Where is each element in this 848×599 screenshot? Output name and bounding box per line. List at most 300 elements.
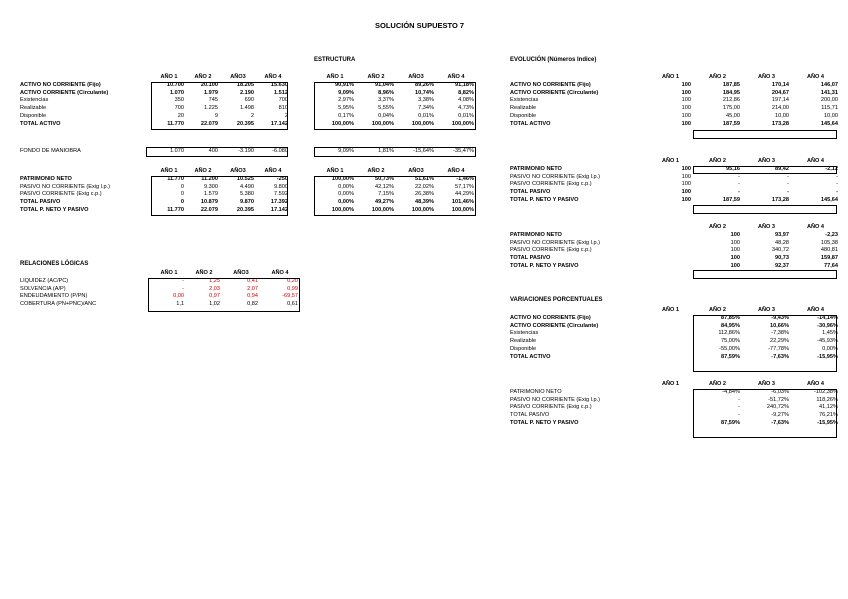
pasivo-percent-table <box>314 168 476 215</box>
year-header: AÑO 1 <box>326 168 344 174</box>
header-row <box>508 158 840 166</box>
evolucion-pasivo2-table <box>508 224 840 271</box>
cell-value: 0,97 <box>209 293 220 300</box>
year-header: AÑO 2 <box>367 168 385 174</box>
cell-value: 7,34% <box>418 105 434 112</box>
cell-value: 100 <box>681 120 691 127</box>
cell-value: 0,61 <box>287 301 298 308</box>
cell-value: 146,07 <box>820 81 838 88</box>
cell-value: -45,93% <box>817 338 838 345</box>
cell-value: -2,23 <box>825 231 838 238</box>
cell-value: 11.200 <box>201 175 218 182</box>
relaciones-table <box>18 270 300 309</box>
row-label: PASIVO CORRIENTE (Exig c.p.) <box>510 404 592 411</box>
cell-spacer <box>648 346 693 354</box>
table-row <box>18 176 290 184</box>
cell-value: 350 <box>174 97 184 104</box>
cell-value: 11.770 <box>167 175 184 182</box>
cell-value: 100 <box>681 97 691 104</box>
variaciones-title: VARIACIONES PORCENTUALES <box>510 297 603 303</box>
row-label: Existencias <box>510 97 539 104</box>
row-label: PASIVO CORRIENTE (Exig c.p.) <box>510 181 592 188</box>
header-spacer <box>508 224 648 232</box>
cell-spacer <box>648 404 693 412</box>
cell-value: -9,43% <box>771 314 789 321</box>
cell-value: 3,38% <box>418 97 434 104</box>
cell-value: 480,81 <box>820 247 838 254</box>
cell-value: 84,95% <box>721 322 740 329</box>
year-header: AÑO 4 <box>447 74 465 80</box>
cell-value: -77,78% <box>768 345 789 352</box>
row-label: LIQUIDEZ (AC/PC) <box>20 277 69 284</box>
year-header: AÑO 4 <box>806 158 825 164</box>
row-label: PASIVO NO CORRIENTE (Exig l.p.) <box>20 183 111 190</box>
year-header: AÑO 1 <box>661 307 680 313</box>
cell-value: 17.142 <box>270 120 288 127</box>
row-label: SOLVENCIA (A/P) <box>20 285 66 292</box>
cell-value: -6,03% <box>771 388 789 395</box>
table-row <box>314 184 476 192</box>
table-row <box>18 148 290 156</box>
cell-value: -1,46% <box>456 175 474 182</box>
cell-value: -7,38% <box>771 330 789 337</box>
cell-value: 10,66% <box>770 322 789 329</box>
cell-value: 100,00% <box>411 206 434 213</box>
cell-value: -3.190 <box>238 148 254 154</box>
cell-value: 87,85% <box>721 314 740 321</box>
table-row <box>314 105 476 113</box>
year-header: AÑO 3 <box>757 158 776 164</box>
cell-value: 100,00% <box>451 120 474 127</box>
cell-value: -4,84% <box>722 388 740 395</box>
header-row <box>18 270 300 278</box>
cell-value: 0 <box>180 191 184 198</box>
cell-value: 100 <box>681 105 691 112</box>
cell-spacer <box>648 412 693 420</box>
cell-value: -9,27% <box>771 412 789 419</box>
cell-value: - <box>738 173 740 180</box>
cell-value: - <box>738 189 740 196</box>
year-header: AÑO 1 <box>326 74 344 80</box>
row-label: COBERTURA (PN+PNC)/ANC <box>20 301 97 308</box>
cell-value: 9.800 <box>274 183 288 190</box>
cell-value: 90,73 <box>775 255 789 262</box>
row-label: PATRIMONIO NETO <box>20 175 72 182</box>
year-header: AÑO 4 <box>264 168 282 174</box>
row-label: TOTAL ACTIVO <box>510 120 551 127</box>
cell-value: 90,91% <box>335 81 354 88</box>
table-row <box>508 232 840 240</box>
cell-value: 100,00% <box>331 120 354 127</box>
cell-value: -7,63% <box>771 419 789 426</box>
table-row <box>508 346 840 354</box>
year-header: AÑO 3 <box>757 381 776 387</box>
cell-value: 100,00% <box>451 206 474 213</box>
cell-value: 400 <box>208 148 218 154</box>
row-label: Disponible <box>510 345 537 352</box>
year-header: AÑO 2 <box>194 168 212 174</box>
cell-value: 8,96% <box>378 89 394 96</box>
row-label: PASIVO CORRIENTE (Exig c.p.) <box>510 247 592 254</box>
cell-value: 187,59 <box>722 120 740 127</box>
cell-value: 745 <box>208 97 218 104</box>
cell-value: 700 <box>278 97 288 104</box>
row-label: ENDEUDAMIENTO (P/PN) <box>20 293 88 300</box>
year-header: AÑO 1 <box>160 74 178 80</box>
table-row <box>18 199 290 207</box>
table-row <box>314 82 476 90</box>
cell-value: 0,82 <box>247 301 258 308</box>
year-header: AÑO 4 <box>264 74 282 80</box>
cell-value: -69,57 <box>282 293 298 300</box>
table-row <box>508 113 840 121</box>
table-row <box>18 184 290 192</box>
row-label: ACTIVO NO CORRIENTE (Fijo) <box>20 81 101 88</box>
header-row <box>314 168 476 176</box>
year-header: AÑO3 <box>408 168 424 174</box>
table-row <box>508 121 840 129</box>
cell-value: 173,28 <box>771 120 789 127</box>
table-row <box>508 255 840 263</box>
cell-value: - <box>836 181 838 188</box>
cell-value: -15,64% <box>413 148 434 154</box>
row-label: PATRIMONIO NETO <box>510 231 562 238</box>
cell-value: 9 <box>214 112 218 119</box>
page-title: SOLUCIÓN SUPUESTO 7 <box>375 21 465 30</box>
row-label: Realizable <box>510 105 537 112</box>
cell-value: 10.525 <box>236 175 254 182</box>
cell-value: 100 <box>681 89 691 96</box>
table-row <box>508 338 840 346</box>
cell-value: - <box>738 412 740 419</box>
cell-value: 0,00% <box>822 345 838 352</box>
cell-value: 22,02% <box>415 183 434 190</box>
cell-value: 141,31 <box>820 89 838 96</box>
cell-spacer <box>648 247 693 255</box>
cell-value: 2,97% <box>338 97 354 104</box>
cell-value: - <box>787 173 789 180</box>
year-header: AÑO 2 <box>708 381 727 387</box>
cell-value: 1.070 <box>170 148 184 154</box>
cell-value: 105,38 <box>820 239 838 246</box>
cell-value: 0,20 <box>287 277 298 284</box>
cell-value: 0,01% <box>458 112 474 119</box>
evolucion-title: EVOLUCIÓN (Números Indice) <box>510 57 597 63</box>
cell-value: 89,26% <box>415 81 434 88</box>
cell-value: - <box>836 173 838 180</box>
table-row <box>18 113 290 121</box>
cell-value: 0,17% <box>338 112 354 119</box>
year-header: AÑO 2 <box>708 74 727 80</box>
table-row <box>508 97 840 105</box>
cell-value: 0,00% <box>338 183 354 190</box>
cell-value: 10,00 <box>775 112 789 119</box>
cell-value: - <box>738 404 740 411</box>
cell-value: 0,00 <box>173 293 184 300</box>
cell-value: 51,61% <box>415 175 434 182</box>
table-row <box>508 240 840 248</box>
evolucion-pasivo-table <box>508 158 840 205</box>
header-row <box>18 168 290 176</box>
table-row <box>508 197 840 205</box>
row-label: ACTIVO CORRIENTE (Circulante) <box>510 89 599 96</box>
cell-value: 2 <box>284 112 288 119</box>
cell-value: 10.879 <box>200 199 218 206</box>
cell-value: 9.300 <box>204 183 218 190</box>
cell-value: 1.225 <box>204 105 218 112</box>
cell-spacer <box>648 330 693 338</box>
row-label: PASIVO CORRIENTE (Exig c.p.) <box>20 191 102 198</box>
cell-value: -51,72% <box>768 396 789 403</box>
table-row <box>18 278 300 286</box>
cell-value: - <box>836 189 838 196</box>
cell-value: 100 <box>681 165 691 172</box>
cell-value: 22.079 <box>200 120 218 127</box>
cell-value: 93,97 <box>775 231 789 238</box>
activo-percent-table <box>314 74 476 129</box>
cell-value: 0,94 <box>247 293 258 300</box>
cell-spacer <box>648 389 693 397</box>
row-label: TOTAL ACTIVO <box>20 120 61 127</box>
cell-value: 145,64 <box>820 120 838 127</box>
cell-value: 0,00% <box>338 199 354 206</box>
table-row <box>508 412 840 420</box>
cell-value: 212,86 <box>722 97 740 104</box>
cell-value: -35,47% <box>453 148 474 154</box>
table-row <box>314 113 476 121</box>
table-row <box>18 105 290 113</box>
cell-value: 92,37 <box>775 262 789 269</box>
cell-value: 5.380 <box>240 191 254 198</box>
cell-value: 1.979 <box>204 89 218 96</box>
header-spacer <box>18 74 152 82</box>
row-label: Realizable <box>20 105 47 112</box>
cell-value: 700 <box>174 105 184 112</box>
cell-value: 10,74% <box>415 89 434 96</box>
cell-value: 0,99 <box>287 285 298 292</box>
cell-value: 1.498 <box>240 105 254 112</box>
cell-value: 173,28 <box>771 196 789 203</box>
row-label: PASIVO NO CORRIENTE (Exig l.p.) <box>510 239 601 246</box>
table-row <box>314 90 476 98</box>
cell-value: 20.395 <box>236 206 254 213</box>
cell-spacer <box>648 263 693 271</box>
year-header: AÑO 2 <box>367 74 385 80</box>
fondo-table <box>18 148 290 156</box>
cell-value: 11.770 <box>167 120 184 127</box>
cell-value: 3,37% <box>378 97 394 104</box>
cell-value: 89,42 <box>775 165 789 172</box>
evolucion-pasivo-total-box <box>693 205 837 214</box>
cell-value: 20.100 <box>200 81 218 88</box>
table-row <box>18 121 290 129</box>
table-row <box>508 247 840 255</box>
evolucion-pasivo2-box <box>693 270 837 279</box>
cell-value: - <box>787 189 789 196</box>
year-header: AÑO 4 <box>806 74 825 80</box>
cell-value: 100,00% <box>331 206 354 213</box>
cell-value: 118,26% <box>816 396 838 403</box>
cell-value: 1,25 <box>209 277 220 284</box>
cell-value: 75,00% <box>721 338 740 345</box>
cell-value: 1,45% <box>822 330 838 337</box>
header-row <box>508 224 840 232</box>
table-row <box>314 121 476 129</box>
cell-value: 1.512 <box>274 89 288 96</box>
table-row <box>508 404 840 412</box>
table-row <box>508 105 840 113</box>
cell-value: -15,95% <box>817 353 838 360</box>
cell-value: 48,39% <box>415 199 434 206</box>
table-row <box>508 166 840 174</box>
cell-value: 95,16 <box>726 165 740 172</box>
cell-spacer <box>648 338 693 346</box>
cell-value: 100 <box>681 81 691 88</box>
table-row <box>508 90 840 98</box>
table-row <box>508 420 840 428</box>
cell-value: 42,12% <box>375 183 394 190</box>
year-header: AÑO3 <box>230 168 246 174</box>
cell-value: 100 <box>681 196 691 203</box>
variaciones-activo-table <box>508 307 840 362</box>
cell-value: -30,96% <box>817 322 838 329</box>
cell-value: 11.770 <box>167 206 184 213</box>
cell-value: 20 <box>177 112 184 119</box>
header-spacer <box>508 74 648 82</box>
cell-value: 240,72% <box>766 404 789 411</box>
cell-value: -14,14% <box>817 314 838 321</box>
row-label: Existencias <box>20 97 49 104</box>
cell-value: 170,14 <box>771 81 789 88</box>
cell-value: 22,29% <box>770 338 789 345</box>
cell-value: 87,59% <box>721 419 740 426</box>
cell-spacer <box>648 323 693 331</box>
cell-value: 101,46% <box>451 199 474 206</box>
cell-value: 1,81% <box>378 148 394 154</box>
table-row <box>508 397 840 405</box>
cell-value: 200,00 <box>820 97 838 104</box>
cell-value: 48,28 <box>775 239 789 246</box>
header-row <box>508 307 840 315</box>
table-row <box>314 148 476 156</box>
cell-value: 100 <box>730 247 740 254</box>
cell-value: 50,73% <box>375 175 394 182</box>
cell-value: 112,86% <box>718 330 740 337</box>
year-header: AÑO 4 <box>806 307 825 313</box>
cell-value: 175,00 <box>722 105 740 112</box>
table-row <box>314 199 476 207</box>
cell-value: 2,07 <box>247 285 258 292</box>
year-header: AÑO 4 <box>806 224 825 230</box>
cell-value: 49,27% <box>375 199 394 206</box>
cell-value: 2.190 <box>240 89 254 96</box>
cell-value: -15,95% <box>817 419 838 426</box>
year-header: AÑO3 <box>408 74 424 80</box>
estructura-title: ESTRUCTURA <box>314 57 356 63</box>
row-label: TOTAL P. NETO Y PASIVO <box>510 262 579 269</box>
table-row <box>314 97 476 105</box>
cell-spacer <box>648 420 693 428</box>
header-row <box>508 74 840 82</box>
cell-value: 8,82% <box>458 89 474 96</box>
evolucion-activo-box <box>693 130 837 139</box>
cell-value: 690 <box>244 97 254 104</box>
header-row <box>314 74 476 82</box>
table-row <box>18 286 300 294</box>
evolucion-activo-table <box>508 74 840 129</box>
table-row <box>508 323 840 331</box>
cell-value: 1.579 <box>204 191 218 198</box>
cell-value: 41,12% <box>819 404 838 411</box>
row-label: PASIVO NO CORRIENTE (Exig l.p.) <box>510 396 601 403</box>
cell-value: 0,01% <box>418 112 434 119</box>
cell-value: 0 <box>180 199 184 206</box>
cell-value: 9.870 <box>240 199 254 206</box>
cell-value: 100 <box>730 239 740 246</box>
cell-value: 17.142 <box>270 206 288 213</box>
table-row <box>18 207 290 215</box>
year-header: AÑO 3 <box>757 74 776 80</box>
cell-value: 10.700 <box>166 81 184 88</box>
year-header: AÑO 2 <box>194 74 212 80</box>
cell-value: 87,59% <box>721 353 740 360</box>
cell-spacer <box>648 354 693 362</box>
cell-value: 810 <box>278 105 288 112</box>
row-label: TOTAL PASIVO <box>20 199 61 206</box>
cell-value: 17.392 <box>270 199 288 206</box>
cell-value: 1,1 <box>176 301 184 308</box>
cell-value: 5,55% <box>378 105 394 112</box>
cell-value: 18.205 <box>236 81 254 88</box>
header-spacer <box>648 224 693 232</box>
header-spacer <box>508 307 648 315</box>
cell-value: 100,00% <box>371 206 394 213</box>
cell-value: 5,95% <box>338 105 354 112</box>
year-header: AÑO 2 <box>708 307 727 313</box>
cell-value: 4,08% <box>458 97 474 104</box>
table-row <box>508 330 840 338</box>
year-header: AÑO 4 <box>806 381 825 387</box>
cell-value: - <box>738 396 740 403</box>
cell-value: 100 <box>681 181 691 188</box>
cell-value: 214,00 <box>771 105 789 112</box>
header-spacer <box>18 168 152 176</box>
cell-value: 7,15% <box>378 191 394 198</box>
activo-values-table <box>18 74 290 129</box>
row-label: ACTIVO NO CORRIENTE (Fijo) <box>510 314 591 321</box>
table-row <box>508 315 840 323</box>
cell-value: 20.395 <box>236 120 254 127</box>
cell-value: -6.080 <box>272 148 288 154</box>
cell-value: 15.630 <box>270 81 288 88</box>
cell-value: 77,64 <box>824 262 838 269</box>
row-label: TOTAL P. NETO Y PASIVO <box>510 196 579 203</box>
cell-value: 100 <box>681 173 691 180</box>
row-label: Disponible <box>20 112 47 119</box>
cell-spacer <box>648 240 693 248</box>
cell-value: - <box>787 181 789 188</box>
cell-value: 9,09% <box>338 89 354 96</box>
year-header: AÑO 1 <box>661 381 680 387</box>
row-label: TOTAL P. NETO Y PASIVO <box>20 206 89 213</box>
variaciones-pasivo-table <box>508 381 840 428</box>
cell-value: 100 <box>730 262 740 269</box>
cell-value: 10,00 <box>824 112 838 119</box>
cell-value: 187,85 <box>722 81 740 88</box>
cell-value: -2,12 <box>825 165 838 172</box>
table-row <box>18 191 290 199</box>
row-label: PATRIMONIO NETO <box>510 165 562 172</box>
